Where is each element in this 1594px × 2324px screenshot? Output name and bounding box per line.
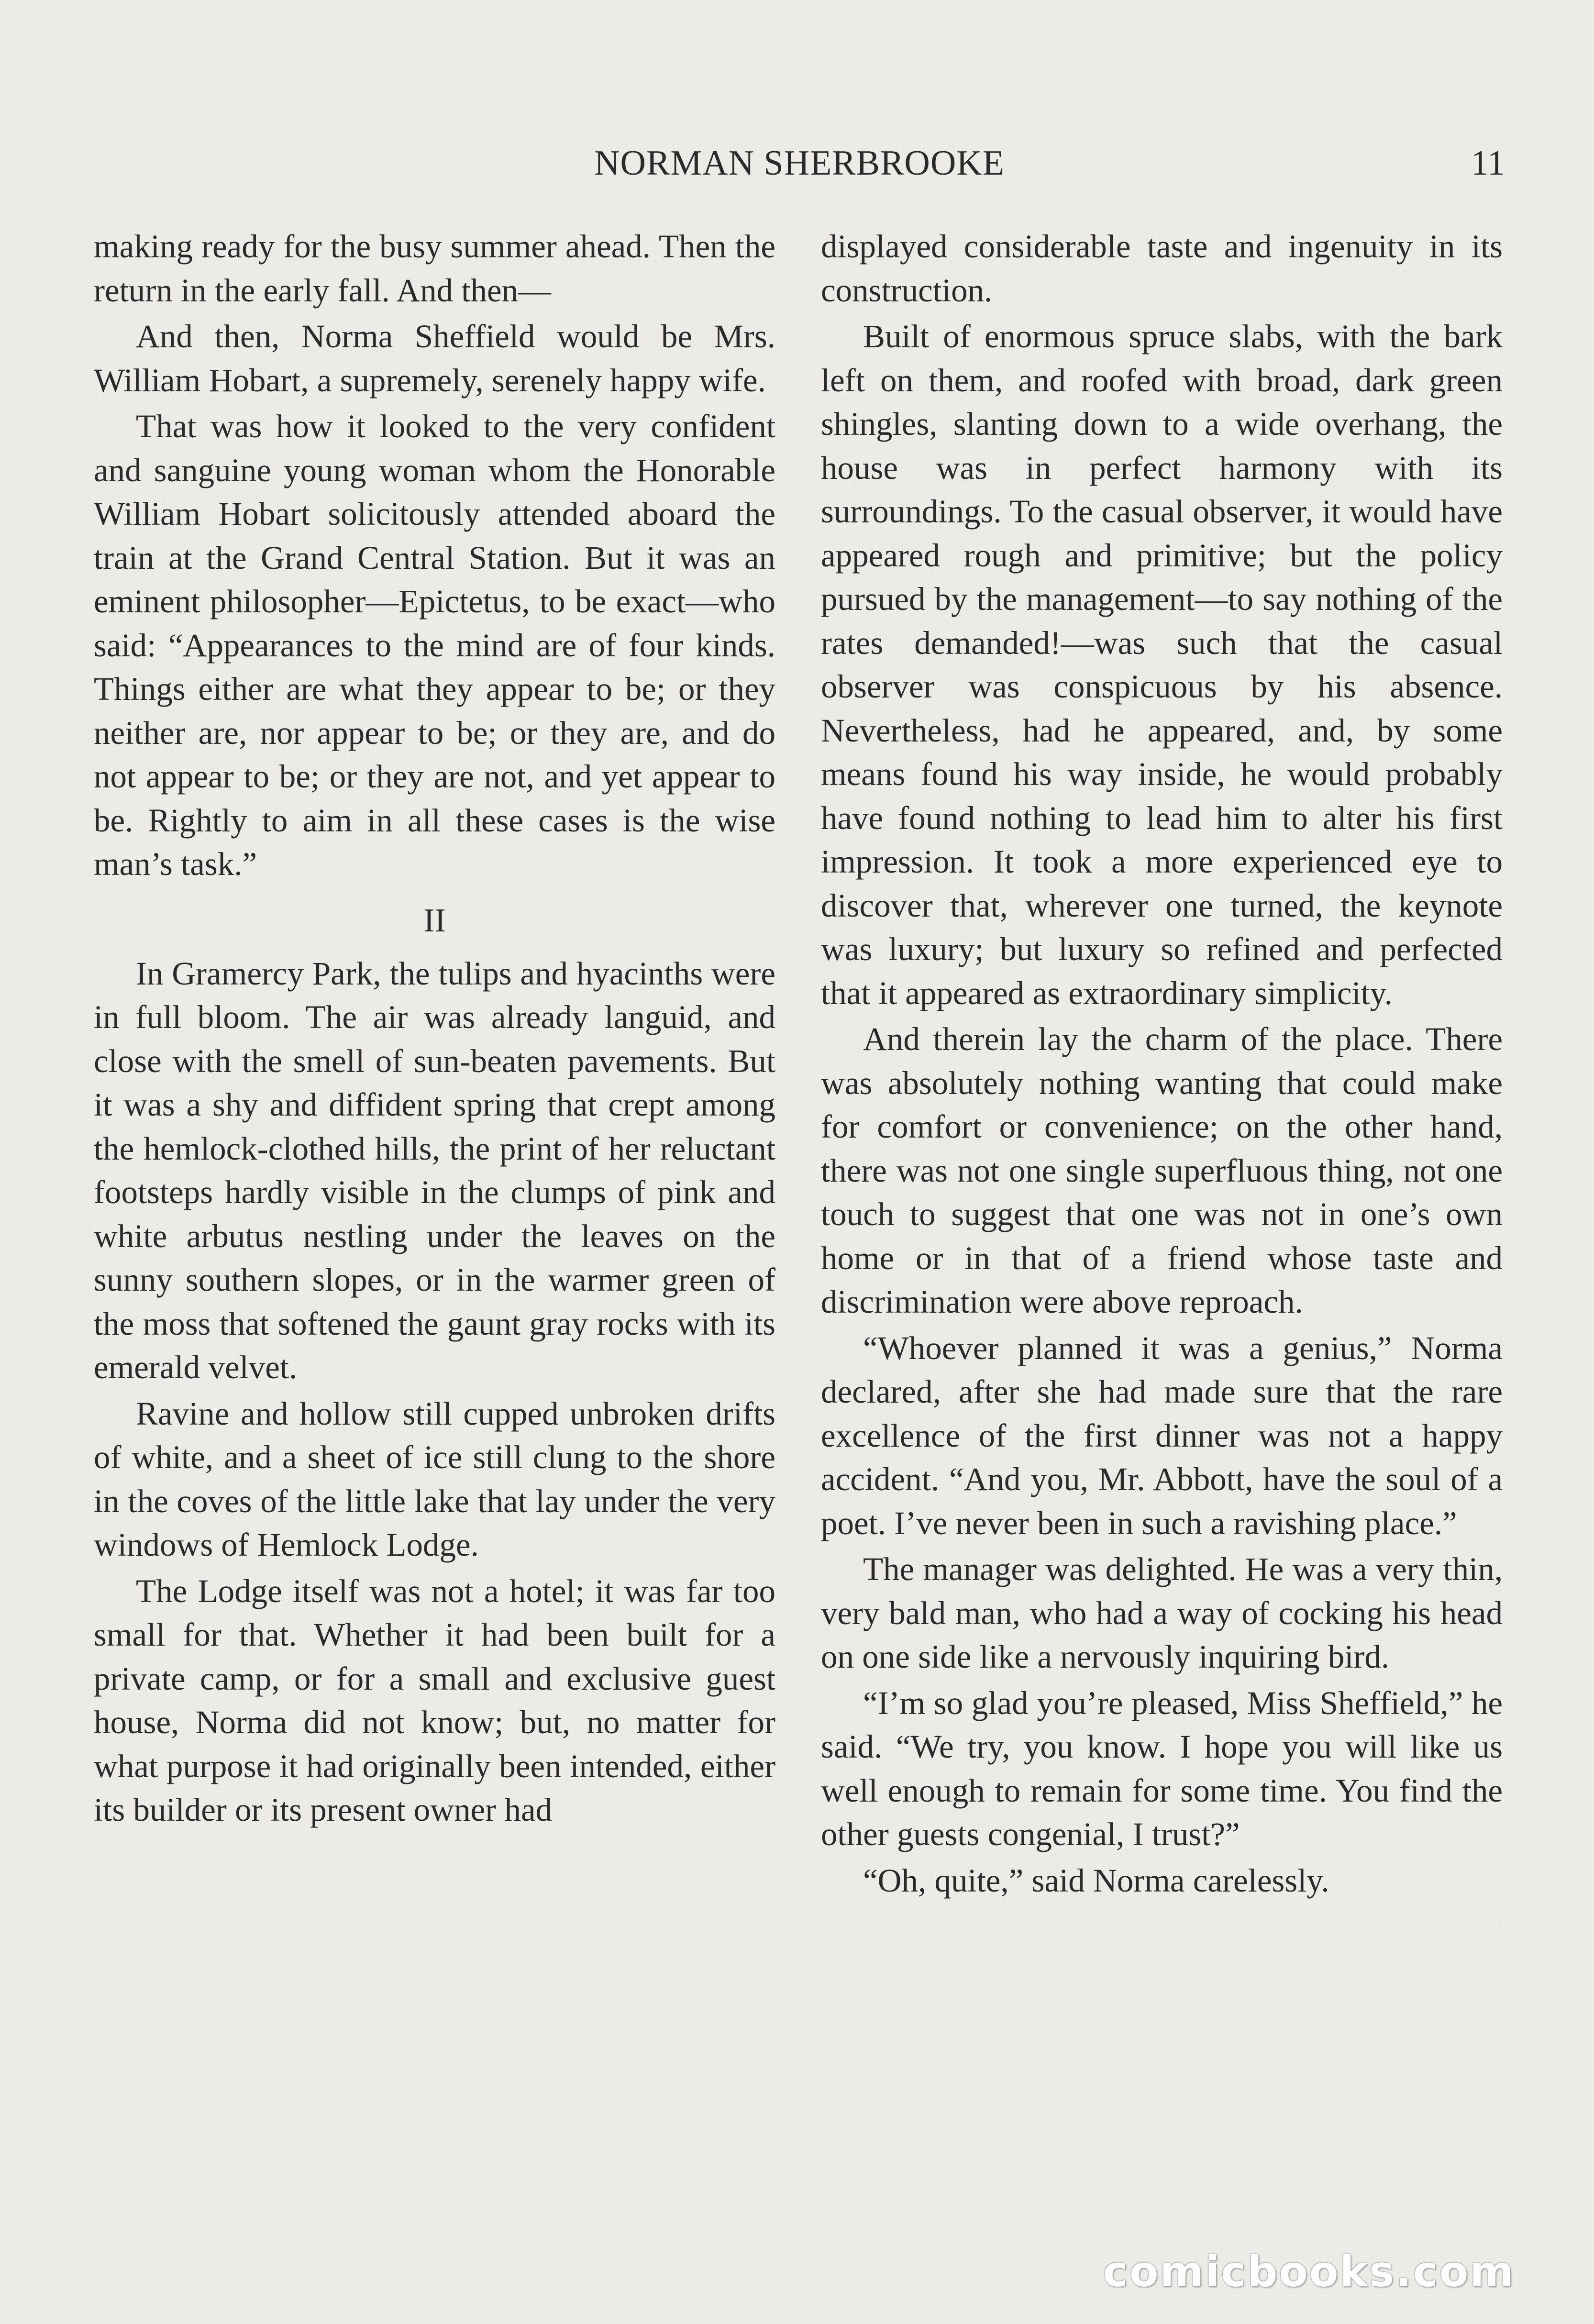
paragraph: The Lodge itself was not a hotel; it was far too small for that. Whether it had been built for a private camp, or for a small and exclusive guest house, Norma did not know; but, no matter for what purpose it had originally been intended, either its builder or its present owner had [94, 1572, 775, 1828]
right-column [821, 225, 1503, 1905]
paragraph: And therein lay the charm of the place. There was absolutely nothing wanting that could make for comfort or convenience; on the other hand, there was not one single superfluous thing, not one touch to suggest that one was not in one’s own home or in that of a friend whose taste and discrimination were above reproach. [821, 1021, 1503, 1320]
page-number: 11 [1471, 144, 1505, 183]
running-head [94, 137, 1505, 189]
paragraph: “Oh, quite,” said Norma carelessly. [863, 1862, 1329, 1899]
paragraph: In Gramercy Park, the tulips and hyacinths were in full bloom. The air was already languid, and close with the smell of sun-beaten pavements. But it was a shy and diffident spring that crept among the hemlock-clothed hills, the print of her reluctant footsteps hardly visible in the clumps of pink and white arbutus nestling under the leaves on the sunny southern slopes, or in the warmer green of the moss that softened the gaunt gray rocks with its emerald velvet. [94, 955, 775, 1385]
running-title: NORMAN SHERBROOKE [594, 144, 1005, 183]
paragraph: Ravine and hollow still cupped unbroken drifts of white, and a sheet of ice still clung to the shore in the coves of the little lake that lay under the very windows of Hemlock Lodge. [94, 1395, 775, 1563]
paragraph: Built of enormous spruce slabs, with the bark left on them, and roofed with broad, dark green shingles, slanting down to a wide overhang, the house was in perfect harmony with its surroundings. To the casual observer, it would have appeared rough and primitive; but the policy pursued by the management—to say nothing of the rates demanded!—was such that the casual observer was conspicuous by his absence. Nevertheless, had he appeared, and, by some means found his way inside, he would probably have found nothing to lead him to alter his first impression. It took a more experienced eye to discover that, wherever one turned, the keynote was luxury; but luxury so refined and perfected that it appeared as extraordinary simplicity. [821, 318, 1503, 1011]
left-column [94, 225, 775, 1835]
paragraph: The manager was delighted. He was a very thin, very bald man, who had a way of cocking his head on one side like a nervously inquiring bird. [821, 1551, 1503, 1675]
paragraph: making ready for the busy summer ahead. Then the return in the early fall. And then— [94, 228, 775, 309]
section-number: II [423, 902, 446, 939]
paragraph: That was how it looked to the very confident and sanguine young woman whom the Honorable William Hobart solicitously attended aboard the train at the Grand Central Station. But it was an eminent philosopher—Epictetus, to be exact—who said: “Appearances to the mind are of four kinds. Things either are what they appear to be; or they neither are, nor appear to be; or they are, and do not appear to be; or they are not, and yet appear to be. Rightly to aim in all these cases is the wise man’s task.” [94, 408, 775, 882]
watermark: comicbooks.com [1103, 2247, 1515, 2296]
paragraph: “Whoever planned it was a genius,” Norma declared, after she had made sure that the rare excellence of the first dinner was not a happy accident. “And you, Mr. Abbott, have the soul of a poet. I’ve never been in such a ravishing place.” [821, 1329, 1503, 1541]
paragraph: “I’m so glad you’re pleased, Miss Sheffield,” he said. “We try, you know. I hope you will like us well enough to remain for some time. You find the other guests congenial, I trust?” [821, 1684, 1503, 1852]
paragraph: And then, Norma Sheffield would be Mrs. William Hobart, a supremely, serenely happy wife. [94, 318, 775, 398]
paragraph: displayed considerable taste and ingenuity in its construction. [821, 228, 1503, 309]
